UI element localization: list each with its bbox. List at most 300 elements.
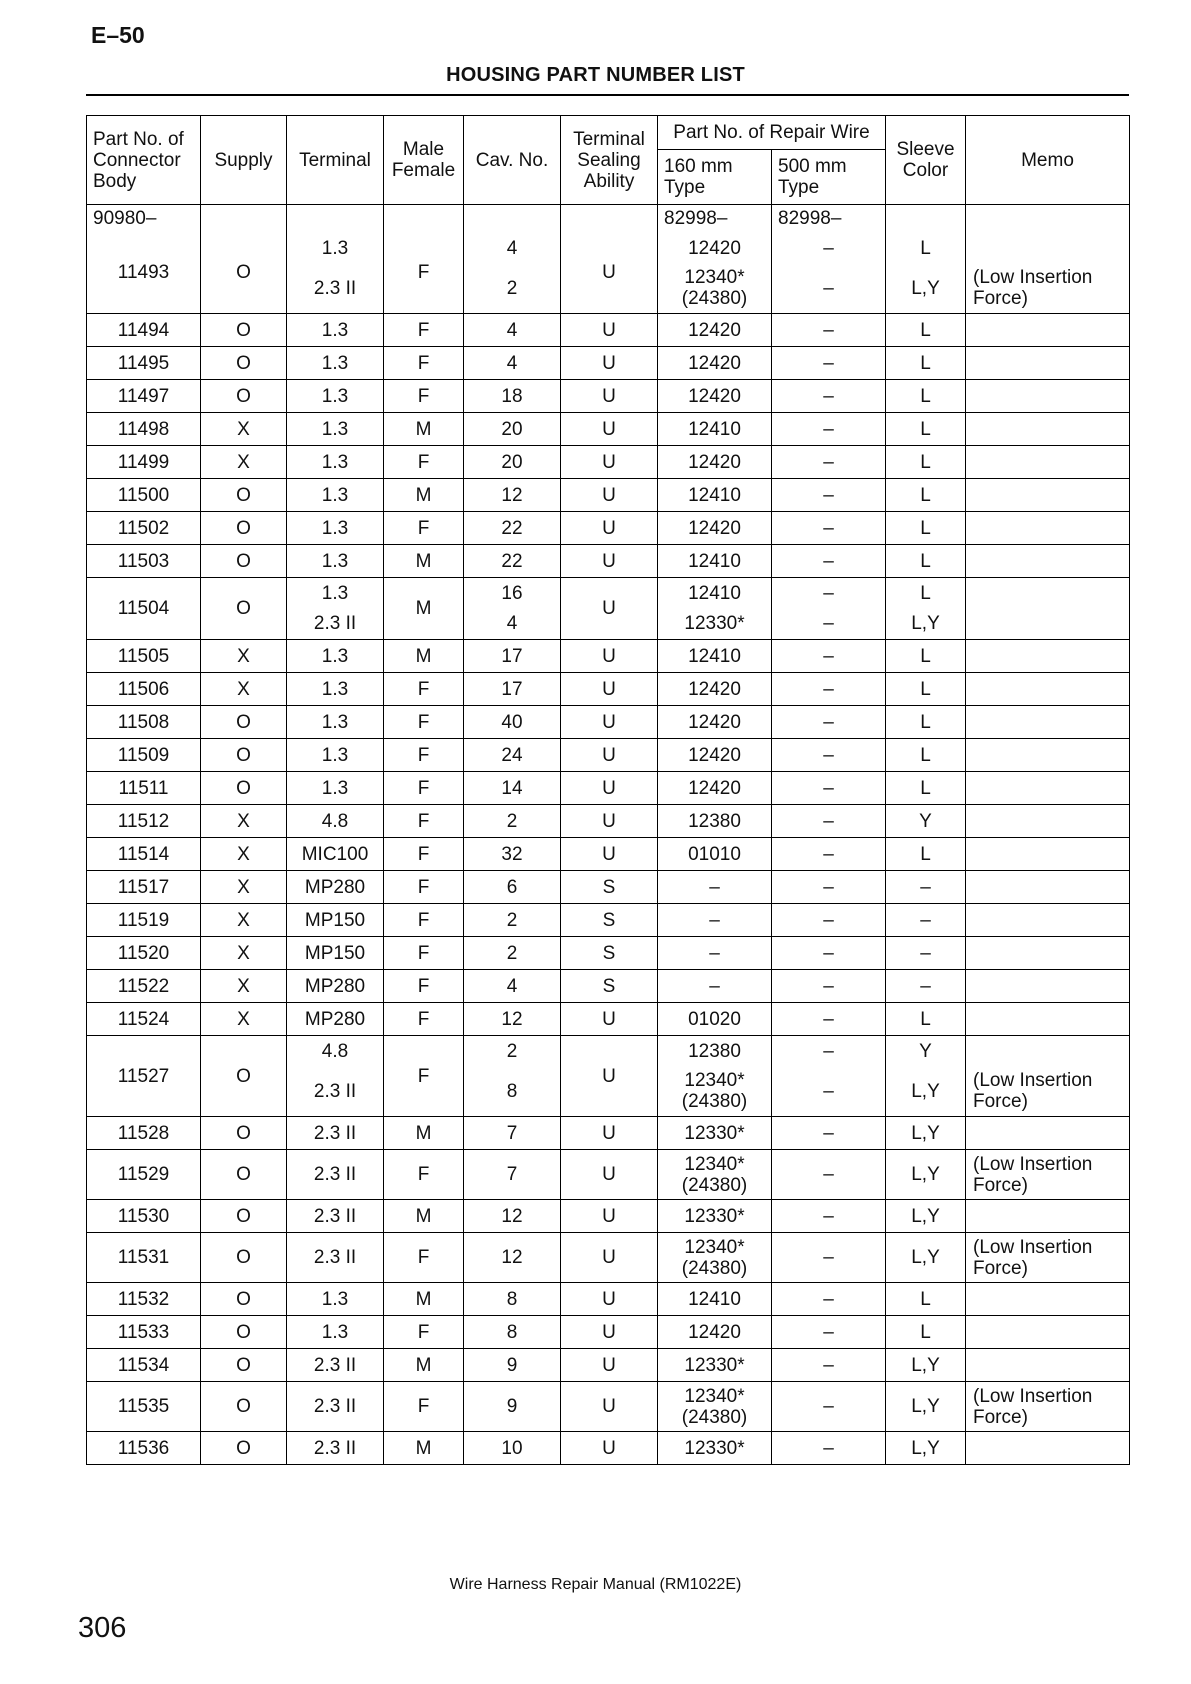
sleeve-color: –	[886, 937, 966, 970]
terminal: MP280	[287, 871, 384, 904]
cav-no: 12	[464, 1233, 561, 1283]
memo	[966, 1283, 1130, 1316]
repair-160: 12340* (24380)	[658, 1067, 772, 1117]
supply: O	[201, 1150, 287, 1200]
sleeve-color: L	[886, 706, 966, 739]
repair-500: –	[772, 805, 886, 838]
table-row	[87, 479, 1130, 512]
terminal: MIC100	[287, 838, 384, 871]
terminal: 2.3 II	[287, 1432, 384, 1465]
table-row	[87, 1200, 1130, 1233]
table-row	[87, 1432, 1130, 1465]
table-row	[87, 233, 1130, 264]
sleeve-color: L,Y	[886, 609, 966, 640]
memo	[966, 739, 1130, 772]
male-female: F	[384, 512, 464, 545]
memo	[966, 512, 1130, 545]
male-female: F	[384, 673, 464, 706]
cav-no: 4	[464, 347, 561, 380]
supply: O	[201, 347, 287, 380]
table-row	[87, 739, 1130, 772]
repair-160: –	[658, 937, 772, 970]
cav-no: 20	[464, 446, 561, 479]
terminal: 2.3 II	[287, 1067, 384, 1117]
header-memo: Memo	[966, 116, 1130, 205]
cav-no: 2	[464, 805, 561, 838]
terminal: 1.3	[287, 578, 384, 609]
cav-no: 6	[464, 871, 561, 904]
repair-160: 12380	[658, 805, 772, 838]
memo	[966, 805, 1130, 838]
header-160mm: 160 mm Type	[658, 150, 772, 205]
cav-no: 18	[464, 380, 561, 413]
part-number: 11519	[87, 904, 201, 937]
terminal: 1.3	[287, 772, 384, 805]
sealing: U	[561, 772, 658, 805]
supply: O	[201, 739, 287, 772]
page-title: HOUSING PART NUMBER LIST	[446, 64, 745, 86]
part-number: 11493	[87, 233, 201, 314]
male-female: M	[384, 1283, 464, 1316]
memo	[966, 446, 1130, 479]
sealing: U	[561, 805, 658, 838]
header-sealing: Terminal Sealing Ability	[561, 116, 658, 205]
repair-500: –	[772, 1200, 886, 1233]
cav-no: 7	[464, 1117, 561, 1150]
part-number: 11527	[87, 1036, 201, 1117]
table-header	[87, 116, 1130, 205]
terminal: 1.3	[287, 706, 384, 739]
repair-160: 01010	[658, 838, 772, 871]
cav-no: 16	[464, 578, 561, 609]
sealing: U	[561, 1036, 658, 1117]
footer: Wire Harness Repair Manual (RM1022E)	[449, 1576, 742, 1593]
memo: (Low Insertion Force)	[966, 1150, 1130, 1200]
repair-500: –	[772, 871, 886, 904]
part-number: 11508	[87, 706, 201, 739]
part-number: 11500	[87, 479, 201, 512]
male-female: F	[384, 1150, 464, 1200]
cav-no: 14	[464, 772, 561, 805]
table-row	[87, 673, 1130, 706]
sealing: U	[561, 347, 658, 380]
table-row	[87, 640, 1130, 673]
repair-160: 12420	[658, 706, 772, 739]
table-row	[87, 347, 1130, 380]
part-number: 11512	[87, 805, 201, 838]
male-female: M	[384, 545, 464, 578]
memo	[966, 1316, 1130, 1349]
sealing: U	[561, 479, 658, 512]
repair-500: –	[772, 264, 886, 314]
repair-160: 12420	[658, 314, 772, 347]
sealing: U	[561, 578, 658, 640]
male-female: F	[384, 380, 464, 413]
repair-500: –	[772, 446, 886, 479]
sleeve-color: L	[886, 413, 966, 446]
sleeve-color: L,Y	[886, 1349, 966, 1382]
cav-no: 4	[464, 314, 561, 347]
repair-500: –	[772, 1067, 886, 1117]
terminal: 1.3	[287, 1316, 384, 1349]
repair-500: –	[772, 314, 886, 347]
repair-500-prefix: 82998–	[772, 205, 886, 233]
supply: O	[201, 233, 287, 314]
table-row	[87, 1349, 1130, 1382]
memo	[966, 1432, 1130, 1465]
repair-160: 12420	[658, 739, 772, 772]
supply: O	[201, 1432, 287, 1465]
sleeve-color: L	[886, 347, 966, 380]
terminal: MP280	[287, 970, 384, 1003]
cav-no: 8	[464, 1067, 561, 1117]
sleeve-color: –	[886, 904, 966, 937]
repair-500: –	[772, 838, 886, 871]
part-number: 11524	[87, 1003, 201, 1036]
supply: O	[201, 512, 287, 545]
part-number: 11514	[87, 838, 201, 871]
repair-500: –	[772, 1150, 886, 1200]
title-rule	[86, 94, 1129, 96]
part-number: 11497	[87, 380, 201, 413]
male-female: F	[384, 805, 464, 838]
table-row	[87, 871, 1130, 904]
sleeve-color: Y	[886, 1036, 966, 1067]
blank	[384, 205, 464, 233]
table-row	[87, 838, 1130, 871]
repair-160-prefix: 82998–	[658, 205, 772, 233]
sealing: S	[561, 904, 658, 937]
memo	[966, 937, 1130, 970]
part-number: 11498	[87, 413, 201, 446]
sleeve-color: L,Y	[886, 1067, 966, 1117]
cav-no: 22	[464, 545, 561, 578]
part-number: 11532	[87, 1283, 201, 1316]
header-sleeve: Sleeve Color	[886, 116, 966, 205]
supply: X	[201, 413, 287, 446]
sealing: U	[561, 446, 658, 479]
table-row	[87, 772, 1130, 805]
blank	[201, 205, 287, 233]
sealing: U	[561, 1200, 658, 1233]
supply: O	[201, 1382, 287, 1432]
sleeve-color: –	[886, 871, 966, 904]
cav-no: 2	[464, 904, 561, 937]
terminal: 2.3 II	[287, 1150, 384, 1200]
repair-500: –	[772, 380, 886, 413]
sleeve-color: L	[886, 446, 966, 479]
supply: O	[201, 1283, 287, 1316]
sealing: U	[561, 838, 658, 871]
table-row	[87, 545, 1130, 578]
male-female: F	[384, 970, 464, 1003]
sealing: U	[561, 706, 658, 739]
part-number: 11536	[87, 1432, 201, 1465]
table-body	[87, 205, 1130, 1465]
sleeve-color: L,Y	[886, 264, 966, 314]
male-female: F	[384, 1233, 464, 1283]
cav-no: 17	[464, 640, 561, 673]
repair-160: –	[658, 970, 772, 1003]
header-repair-wire: Part No. of Repair Wire	[658, 116, 886, 150]
sleeve-color: L	[886, 479, 966, 512]
repair-500: –	[772, 904, 886, 937]
sleeve-color: L	[886, 578, 966, 609]
repair-160: 12420	[658, 1316, 772, 1349]
cav-no: 2	[464, 264, 561, 314]
memo	[966, 347, 1130, 380]
male-female: F	[384, 1036, 464, 1117]
repair-500: –	[772, 1316, 886, 1349]
terminal: 4.8	[287, 1036, 384, 1067]
repair-160: 12410	[658, 479, 772, 512]
housing-part-table	[86, 115, 1130, 1465]
table-row	[87, 578, 1130, 609]
repair-500: –	[772, 937, 886, 970]
supply: X	[201, 904, 287, 937]
part-number: 11528	[87, 1117, 201, 1150]
sleeve-color: L	[886, 380, 966, 413]
repair-500: –	[772, 479, 886, 512]
male-female: M	[384, 413, 464, 446]
part-prefix: 90980–	[87, 205, 201, 233]
terminal: 1.3	[287, 673, 384, 706]
supply: X	[201, 838, 287, 871]
sealing: S	[561, 871, 658, 904]
repair-160: 12330*	[658, 1432, 772, 1465]
sleeve-color: L	[886, 314, 966, 347]
supply: O	[201, 545, 287, 578]
sleeve-color: L	[886, 1283, 966, 1316]
repair-500: –	[772, 1233, 886, 1283]
sleeve-color: L	[886, 1003, 966, 1036]
part-number: 11511	[87, 772, 201, 805]
memo	[966, 640, 1130, 673]
memo	[966, 772, 1130, 805]
terminal: 1.3	[287, 640, 384, 673]
sleeve-color: L	[886, 838, 966, 871]
male-female: F	[384, 1316, 464, 1349]
table-row	[87, 413, 1130, 446]
male-female: M	[384, 1117, 464, 1150]
repair-500: –	[772, 1349, 886, 1382]
terminal: 1.3	[287, 1283, 384, 1316]
sleeve-color: L	[886, 673, 966, 706]
repair-160: 01020	[658, 1003, 772, 1036]
cav-no: 10	[464, 1432, 561, 1465]
table-row	[87, 805, 1130, 838]
cav-no: 17	[464, 673, 561, 706]
terminal: 2.3 II	[287, 609, 384, 640]
blank	[886, 205, 966, 233]
repair-500: –	[772, 1432, 886, 1465]
sleeve-color: –	[886, 970, 966, 1003]
repair-160: 12410	[658, 640, 772, 673]
memo: (Low Insertion Force)	[966, 1382, 1130, 1432]
sealing: U	[561, 1233, 658, 1283]
terminal: 1.3	[287, 347, 384, 380]
part-number: 11502	[87, 512, 201, 545]
terminal: 2.3 II	[287, 1200, 384, 1233]
part-number: 11503	[87, 545, 201, 578]
table-row	[87, 1233, 1130, 1283]
header-cav-no: Cav. No.	[464, 116, 561, 205]
header-male-female: Male Female	[384, 116, 464, 205]
cav-no: 2	[464, 1036, 561, 1067]
repair-500: –	[772, 233, 886, 264]
repair-500: –	[772, 640, 886, 673]
memo	[966, 904, 1130, 937]
male-female: F	[384, 739, 464, 772]
memo: (Low Insertion Force)	[966, 1067, 1130, 1117]
memo	[966, 838, 1130, 871]
header-part-no: Part No. of Connector Body	[87, 116, 201, 205]
terminal: 1.3	[287, 479, 384, 512]
repair-500: –	[772, 347, 886, 380]
repair-500: –	[772, 545, 886, 578]
supply: O	[201, 380, 287, 413]
blank	[287, 205, 384, 233]
male-female: M	[384, 578, 464, 640]
repair-500: –	[772, 1003, 886, 1036]
part-number: 11520	[87, 937, 201, 970]
sleeve-color: L,Y	[886, 1432, 966, 1465]
memo	[966, 479, 1130, 512]
supply: O	[201, 1117, 287, 1150]
repair-160: –	[658, 904, 772, 937]
table-row	[87, 1283, 1130, 1316]
sleeve-color: L	[886, 512, 966, 545]
male-female: F	[384, 1382, 464, 1432]
sealing: U	[561, 380, 658, 413]
cav-no: 4	[464, 609, 561, 640]
male-female: M	[384, 479, 464, 512]
page-code: E–50	[91, 22, 145, 48]
sleeve-color: L	[886, 233, 966, 264]
prefix-row	[87, 205, 1130, 233]
table-row	[87, 314, 1130, 347]
repair-160: 12410	[658, 413, 772, 446]
sleeve-color: L,Y	[886, 1150, 966, 1200]
part-number: 11499	[87, 446, 201, 479]
repair-160: 12420	[658, 233, 772, 264]
sealing: U	[561, 1117, 658, 1150]
part-number: 11517	[87, 871, 201, 904]
cav-no: 20	[464, 413, 561, 446]
repair-160: 12420	[658, 512, 772, 545]
cav-no: 32	[464, 838, 561, 871]
supply: O	[201, 1200, 287, 1233]
male-female: M	[384, 1349, 464, 1382]
sealing: S	[561, 937, 658, 970]
memo	[966, 970, 1130, 1003]
sealing: U	[561, 1432, 658, 1465]
repair-160: 12420	[658, 446, 772, 479]
header-terminal: Terminal	[287, 116, 384, 205]
sleeve-color: L	[886, 772, 966, 805]
sealing: U	[561, 512, 658, 545]
sleeve-color: L	[886, 739, 966, 772]
terminal: 2.3 II	[287, 1382, 384, 1432]
part-number: 11509	[87, 739, 201, 772]
supply: X	[201, 805, 287, 838]
repair-160: 12340* (24380)	[658, 1150, 772, 1200]
cav-no: 24	[464, 739, 561, 772]
supply: X	[201, 640, 287, 673]
male-female: M	[384, 1432, 464, 1465]
cav-no: 9	[464, 1349, 561, 1382]
blank	[464, 205, 561, 233]
sealing: U	[561, 1316, 658, 1349]
repair-160: 12330*	[658, 609, 772, 640]
supply: O	[201, 578, 287, 640]
terminal: 1.3	[287, 380, 384, 413]
blank	[966, 205, 1130, 233]
male-female: F	[384, 871, 464, 904]
male-female: F	[384, 314, 464, 347]
part-number: 11534	[87, 1349, 201, 1382]
table-row	[87, 1316, 1130, 1349]
table-row	[87, 1036, 1130, 1067]
terminal: MP150	[287, 937, 384, 970]
terminal: 1.3	[287, 739, 384, 772]
table-row	[87, 1150, 1130, 1200]
table-row	[87, 446, 1130, 479]
supply: X	[201, 1003, 287, 1036]
memo	[966, 380, 1130, 413]
table-row	[87, 706, 1130, 739]
sealing: U	[561, 1150, 658, 1200]
cav-no: 4	[464, 970, 561, 1003]
memo	[966, 545, 1130, 578]
supply: X	[201, 970, 287, 1003]
repair-160: 12330*	[658, 1117, 772, 1150]
supply: X	[201, 673, 287, 706]
terminal: 2.3 II	[287, 1117, 384, 1150]
terminal: 1.3	[287, 545, 384, 578]
supply: O	[201, 314, 287, 347]
terminal: 1.3	[287, 314, 384, 347]
supply: X	[201, 937, 287, 970]
memo	[966, 1036, 1130, 1067]
male-female: M	[384, 1200, 464, 1233]
repair-500: –	[772, 1283, 886, 1316]
repair-500: –	[772, 739, 886, 772]
sealing: U	[561, 1382, 658, 1432]
cav-no: 40	[464, 706, 561, 739]
male-female: M	[384, 640, 464, 673]
male-female: F	[384, 446, 464, 479]
memo	[966, 1349, 1130, 1382]
sealing: U	[561, 1349, 658, 1382]
sleeve-color: Y	[886, 805, 966, 838]
part-number: 11495	[87, 347, 201, 380]
cav-no: 7	[464, 1150, 561, 1200]
male-female: F	[384, 772, 464, 805]
sealing: U	[561, 545, 658, 578]
memo: (Low Insertion Force)	[966, 264, 1130, 314]
repair-500: –	[772, 772, 886, 805]
sealing: U	[561, 739, 658, 772]
part-number: 11504	[87, 578, 201, 640]
repair-160: 12330*	[658, 1200, 772, 1233]
table-row	[87, 904, 1130, 937]
repair-160: 12340* (24380)	[658, 264, 772, 314]
table-row	[87, 1003, 1130, 1036]
memo	[966, 233, 1130, 264]
repair-160: 12410	[658, 545, 772, 578]
memo	[966, 609, 1130, 640]
